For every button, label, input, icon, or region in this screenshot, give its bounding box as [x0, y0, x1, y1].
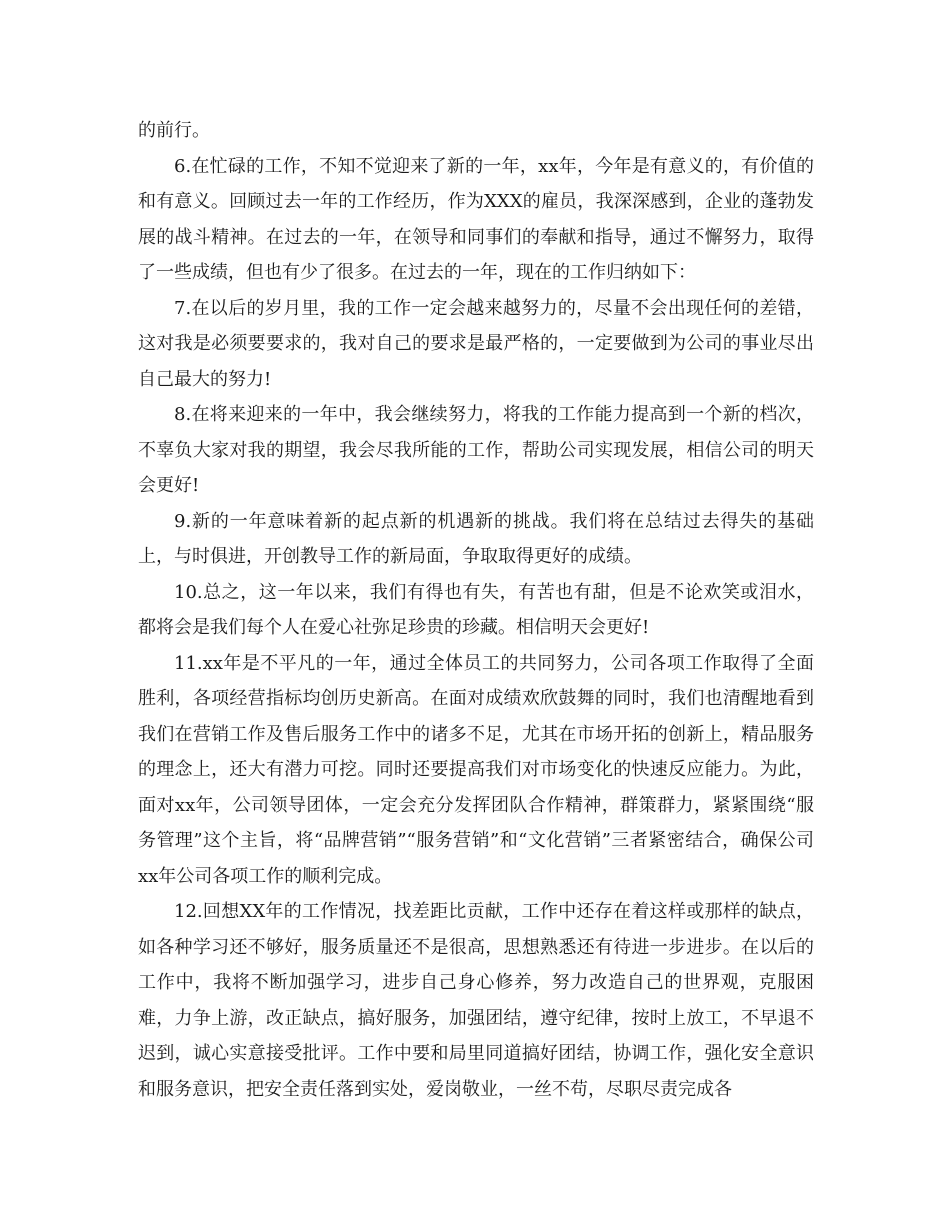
document-body [138, 113, 814, 1107]
paragraph-8: 8.在将来迎来的一年中，我会继续努力，将我的工作能力提高到一个新的档次，不辜负大家对我的期望，我会尽我所能的工作，帮助公司实现发展，相信公司的明天会更好! [138, 404, 814, 496]
paragraph-12: 12.回想XX年的工作情况，找差距比贡献，工作中还存在着这样或那样的缺点，如各种学习还不够好，服务质量还不是很高，思想熟悉还有待进一步进步。在以后的工作中，我将不断加强学习，进步自己身心修养，努力改造自己的世界观，克服困难，力争上游，改正缺点，搞好服务，加强团结，遵守纪律，按时上放工，不早退不迟到，诚心实意接受批评。工作中要和局里同道搞好团结，协调工作，强化安全意识和服务意识，把安全责任落到实处，爱岗敬业，一丝不苟，尽职尽责完成各 [138, 901, 814, 1100]
paragraph-continuation: 的前行。 [138, 120, 210, 141]
paragraph-7: 7.在以后的岁月里，我的工作一定会越来越努力的，尽量不会出现任何的差错，这对我是必须要要求的，我对自己的要求是最严格的，一定要做到为公司的事业尽出自己最大的努力! [138, 297, 814, 390]
paragraph-11: 11.xx年是不平凡的一年，通过全体员工的共同努力，公司各项工作取得了全面胜利，各项经营指标均创历史新高。在面对成绩欢欣鼓舞的同时，我们也清醒地看到我们在营销工作及售后服务工作中的诸多不足，尤其在市场开拓的创新上，精品服务的理念上，还大有潜力可挖。同时还要提高我们对市场变化的快速反应能力。为此，面对xx年，公司领导团体，一定会充分发挥团队合作精神，群策群力，紧紧围绕“服务管理”这个主旨，将“品牌营销”“服务营销”和“文化营销”三者紧密结合，确保公司xx年公司各项工作的顺利完成。 [138, 652, 814, 887]
paragraph-6: 6.在忙碌的工作，不知不觉迎来了新的一年，xx年，今年是有意义的，有价值的和有意义。回顾过去一年的工作经历，作为XXX的雇员，我深深感到，企业的蓬勃发展的战斗精神。在过去的一年，在领导和同事们的奉献和指导，通过不懈努力，取得了一些成绩，但也有少了很多。在过去的一年，现在的工作归纳如下： [138, 155, 814, 283]
paragraph-10: 10.总之，这一年以来，我们有得也有失，有苦也有甜，但是不论欢笑或泪水，都将会是我们每个人在爱心社弥足珍贵的珍藏。相信明天会更好! [138, 581, 814, 638]
paragraph-9: 9.新的一年意味着新的起点新的机遇新的挑战。我们将在总结过去得失的基础上，与时俱进，开创教导工作的新局面，争取取得更好的成绩。 [138, 510, 814, 567]
